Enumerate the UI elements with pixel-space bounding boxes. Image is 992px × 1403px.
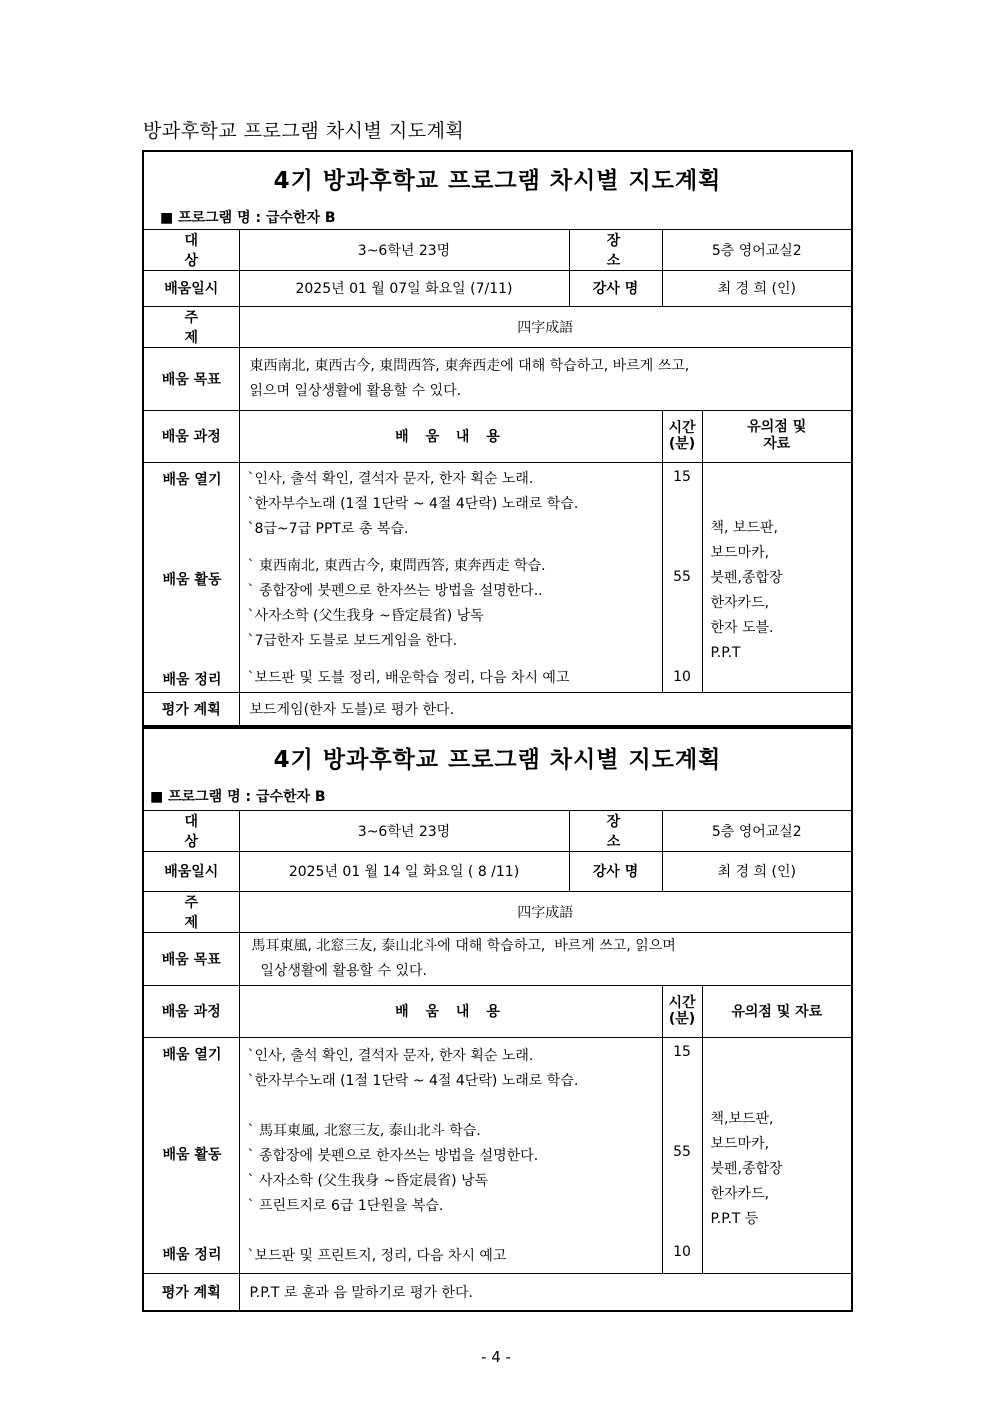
- place-value: 5층 영어교실2: [662, 229, 852, 270]
- time-close: 10: [673, 668, 691, 685]
- content-label: 배 움 내 용: [239, 985, 662, 1037]
- content-line: `보드판 및 도블 정리, 배운학습 정리, 다음 차시 예고: [247, 669, 570, 686]
- goal-text: [239, 932, 852, 985]
- topic-value: 四字成語: [239, 306, 852, 347]
- stage-close-label: 배움 정리: [162, 671, 222, 688]
- content-line: `7급한자 도블로 보드게임을 한다.: [247, 632, 458, 649]
- teacher-label: 강사 명: [569, 270, 662, 306]
- goal-text: [239, 347, 852, 410]
- topic-value: 四字成語: [239, 891, 852, 932]
- stage-open-label: 배움 열기: [162, 1046, 222, 1063]
- date-value: 2025년 01 월 14 일 화요일 ( 8 /11): [239, 851, 569, 891]
- content-line: ` 종합장에 붓펜으로 한자쓰는 방법을 설명한다..: [247, 582, 543, 599]
- date-label: 배움일시: [143, 851, 239, 891]
- target-label: 대 상: [143, 229, 239, 270]
- plan-header: [143, 728, 852, 810]
- topic-label: 주 제: [143, 306, 239, 347]
- content-line: ` 프린트지로 6급 1단원을 복습.: [247, 1198, 444, 1214]
- goal-label: 배움 목표: [143, 347, 239, 410]
- content-line: ` 馬耳東風, 北窓三友, 泰山北斗 학습.: [247, 1123, 481, 1139]
- goal-label: 배움 목표: [143, 932, 239, 985]
- notes-line: 붓펜,종합장: [710, 570, 783, 586]
- place-label: 장 소: [569, 229, 662, 270]
- date-value: 2025년 01 월 07일 화요일 (7/11): [239, 270, 569, 306]
- document-heading: 방과후학교 프로그램 차시별 지도계획: [143, 120, 465, 142]
- eval-text: 보드게임(한자 도블)로 평가 한다.: [239, 692, 852, 726]
- target-value: 3~6학년 23명: [239, 810, 569, 851]
- content-line: ` 종합장에 붓펜으로 한자쓰는 방법을 설명한다.: [247, 1148, 539, 1164]
- content-text: [239, 1037, 662, 1273]
- content-label: 배 움 내 용: [239, 410, 662, 462]
- time-label: 시간 (분): [662, 410, 702, 462]
- stage-activity-label: 배움 활동: [162, 1146, 222, 1163]
- time-activity: 55: [673, 1143, 691, 1160]
- notes-line: P.P.T: [710, 645, 741, 661]
- goal-line: 東西南北, 東西古今, 東問西答, 東奔西走에 대해 학습하고, 바르게 쓰고,: [249, 357, 690, 374]
- notes-label: 유의점 및 자료: [702, 410, 852, 462]
- content-line: `8급~7급 PPT로 총 복습.: [247, 520, 409, 537]
- stage-open-label: 배움 열기: [162, 471, 222, 488]
- content-line: `한자부수노래 (1절 1단락 ~ 4절 4단락) 노래로 학습.: [247, 495, 579, 512]
- notes-line: 책,보드판,: [710, 1110, 774, 1127]
- stage-close-label: 배움 정리: [162, 1246, 222, 1263]
- content-line: `인사, 출석 확인, 결석자 문자, 한자 획순 노래.: [247, 1048, 534, 1064]
- teacher-value: 최 경 희 (인): [662, 270, 852, 306]
- time-open: 15: [673, 468, 691, 485]
- eval-label: 평가 계획: [143, 692, 239, 726]
- page-number: - 4 -: [481, 1348, 511, 1366]
- time-close: 10: [673, 1243, 691, 1260]
- notes-text: [702, 462, 852, 692]
- content-text: [239, 462, 662, 692]
- goal-line: 馬耳東風, 北窓三友, 泰山北斗에 대해 학습하고, 바르게 쓰고, 읽으며: [251, 937, 676, 954]
- target-value: 3~6학년 23명: [239, 229, 569, 270]
- goal-line: 읽으며 일상생활에 활용할 수 있다.: [249, 382, 462, 399]
- content-line: `한자부수노래 (1절 1단락 ~ 4절 4단락) 노래로 학습.: [247, 1073, 579, 1089]
- notes-text: [702, 1037, 852, 1273]
- time-activity: 55: [673, 568, 691, 585]
- goal-line: 일상생활에 활용할 수 있다.: [251, 962, 427, 979]
- topic-label: 주 제: [143, 891, 239, 932]
- eval-text: P.P.T 로 훈과 음 말하기로 평가 한다.: [239, 1273, 852, 1311]
- lesson-plan-table-2: [142, 727, 853, 1312]
- content-line: `보드판 및 프린트지, 정리, 다음 차시 예고: [247, 1248, 507, 1264]
- time-open: 15: [673, 1043, 691, 1060]
- notes-line: 책, 보드판,: [710, 520, 778, 536]
- teacher-value: 최 경 희 (인): [662, 851, 852, 891]
- place-value: 5층 영어교실2: [662, 810, 852, 851]
- process-label: 배움 과정: [143, 410, 239, 462]
- time-values: [662, 462, 702, 692]
- plan-header: [143, 151, 852, 229]
- eval-label: 평가 계획: [143, 1273, 239, 1311]
- notes-line: 보드마카,: [710, 1135, 770, 1152]
- target-label: 대 상: [143, 810, 239, 851]
- stage-activity-label: 배움 활동: [162, 571, 222, 588]
- notes-line: 한자카드,: [710, 1185, 770, 1202]
- notes-line: 보드마카,: [710, 545, 770, 561]
- content-line: `인사, 출석 확인, 결석자 문자, 한자 획순 노래.: [247, 470, 534, 487]
- place-label: 장 소: [569, 810, 662, 851]
- notes-line: P.P.T 등: [710, 1210, 759, 1227]
- plan-title: 4기 방과후학교 프로그램 차시별 지도계획: [273, 167, 722, 194]
- stage-labels: [143, 1037, 239, 1273]
- time-values: [662, 1037, 702, 1273]
- content-line: ` 사자소학 (父生我身 ~昏定晨省) 낭독: [247, 1173, 489, 1189]
- plan-title: 4기 방과후학교 프로그램 차시별 지도계획: [273, 746, 722, 773]
- content-line: ` 東西南北, 東西古今, 東問西答, 東奔西走 학습.: [247, 557, 546, 574]
- notes-line: 한자카드,: [710, 595, 770, 611]
- notes-line: 붓펜,종합장: [710, 1160, 783, 1177]
- time-label: 시간 (분): [662, 985, 702, 1037]
- program-name: ■ 프로그램 명 : 급수한자 B: [150, 788, 326, 805]
- notes-line: 한자 도블.: [710, 620, 774, 636]
- content-line: `사자소학 (父生我身 ~昏定晨省) 낭독: [247, 607, 484, 624]
- stage-labels: [143, 462, 239, 692]
- lesson-plan-table-1: [142, 150, 853, 727]
- process-label: 배움 과정: [143, 985, 239, 1037]
- program-name: ■ 프로그램 명 : 급수한자 B: [160, 209, 336, 226]
- date-label: 배움일시: [143, 270, 239, 306]
- teacher-label: 강사 명: [569, 851, 662, 891]
- notes-label: 유의점 및 자료: [702, 985, 852, 1037]
